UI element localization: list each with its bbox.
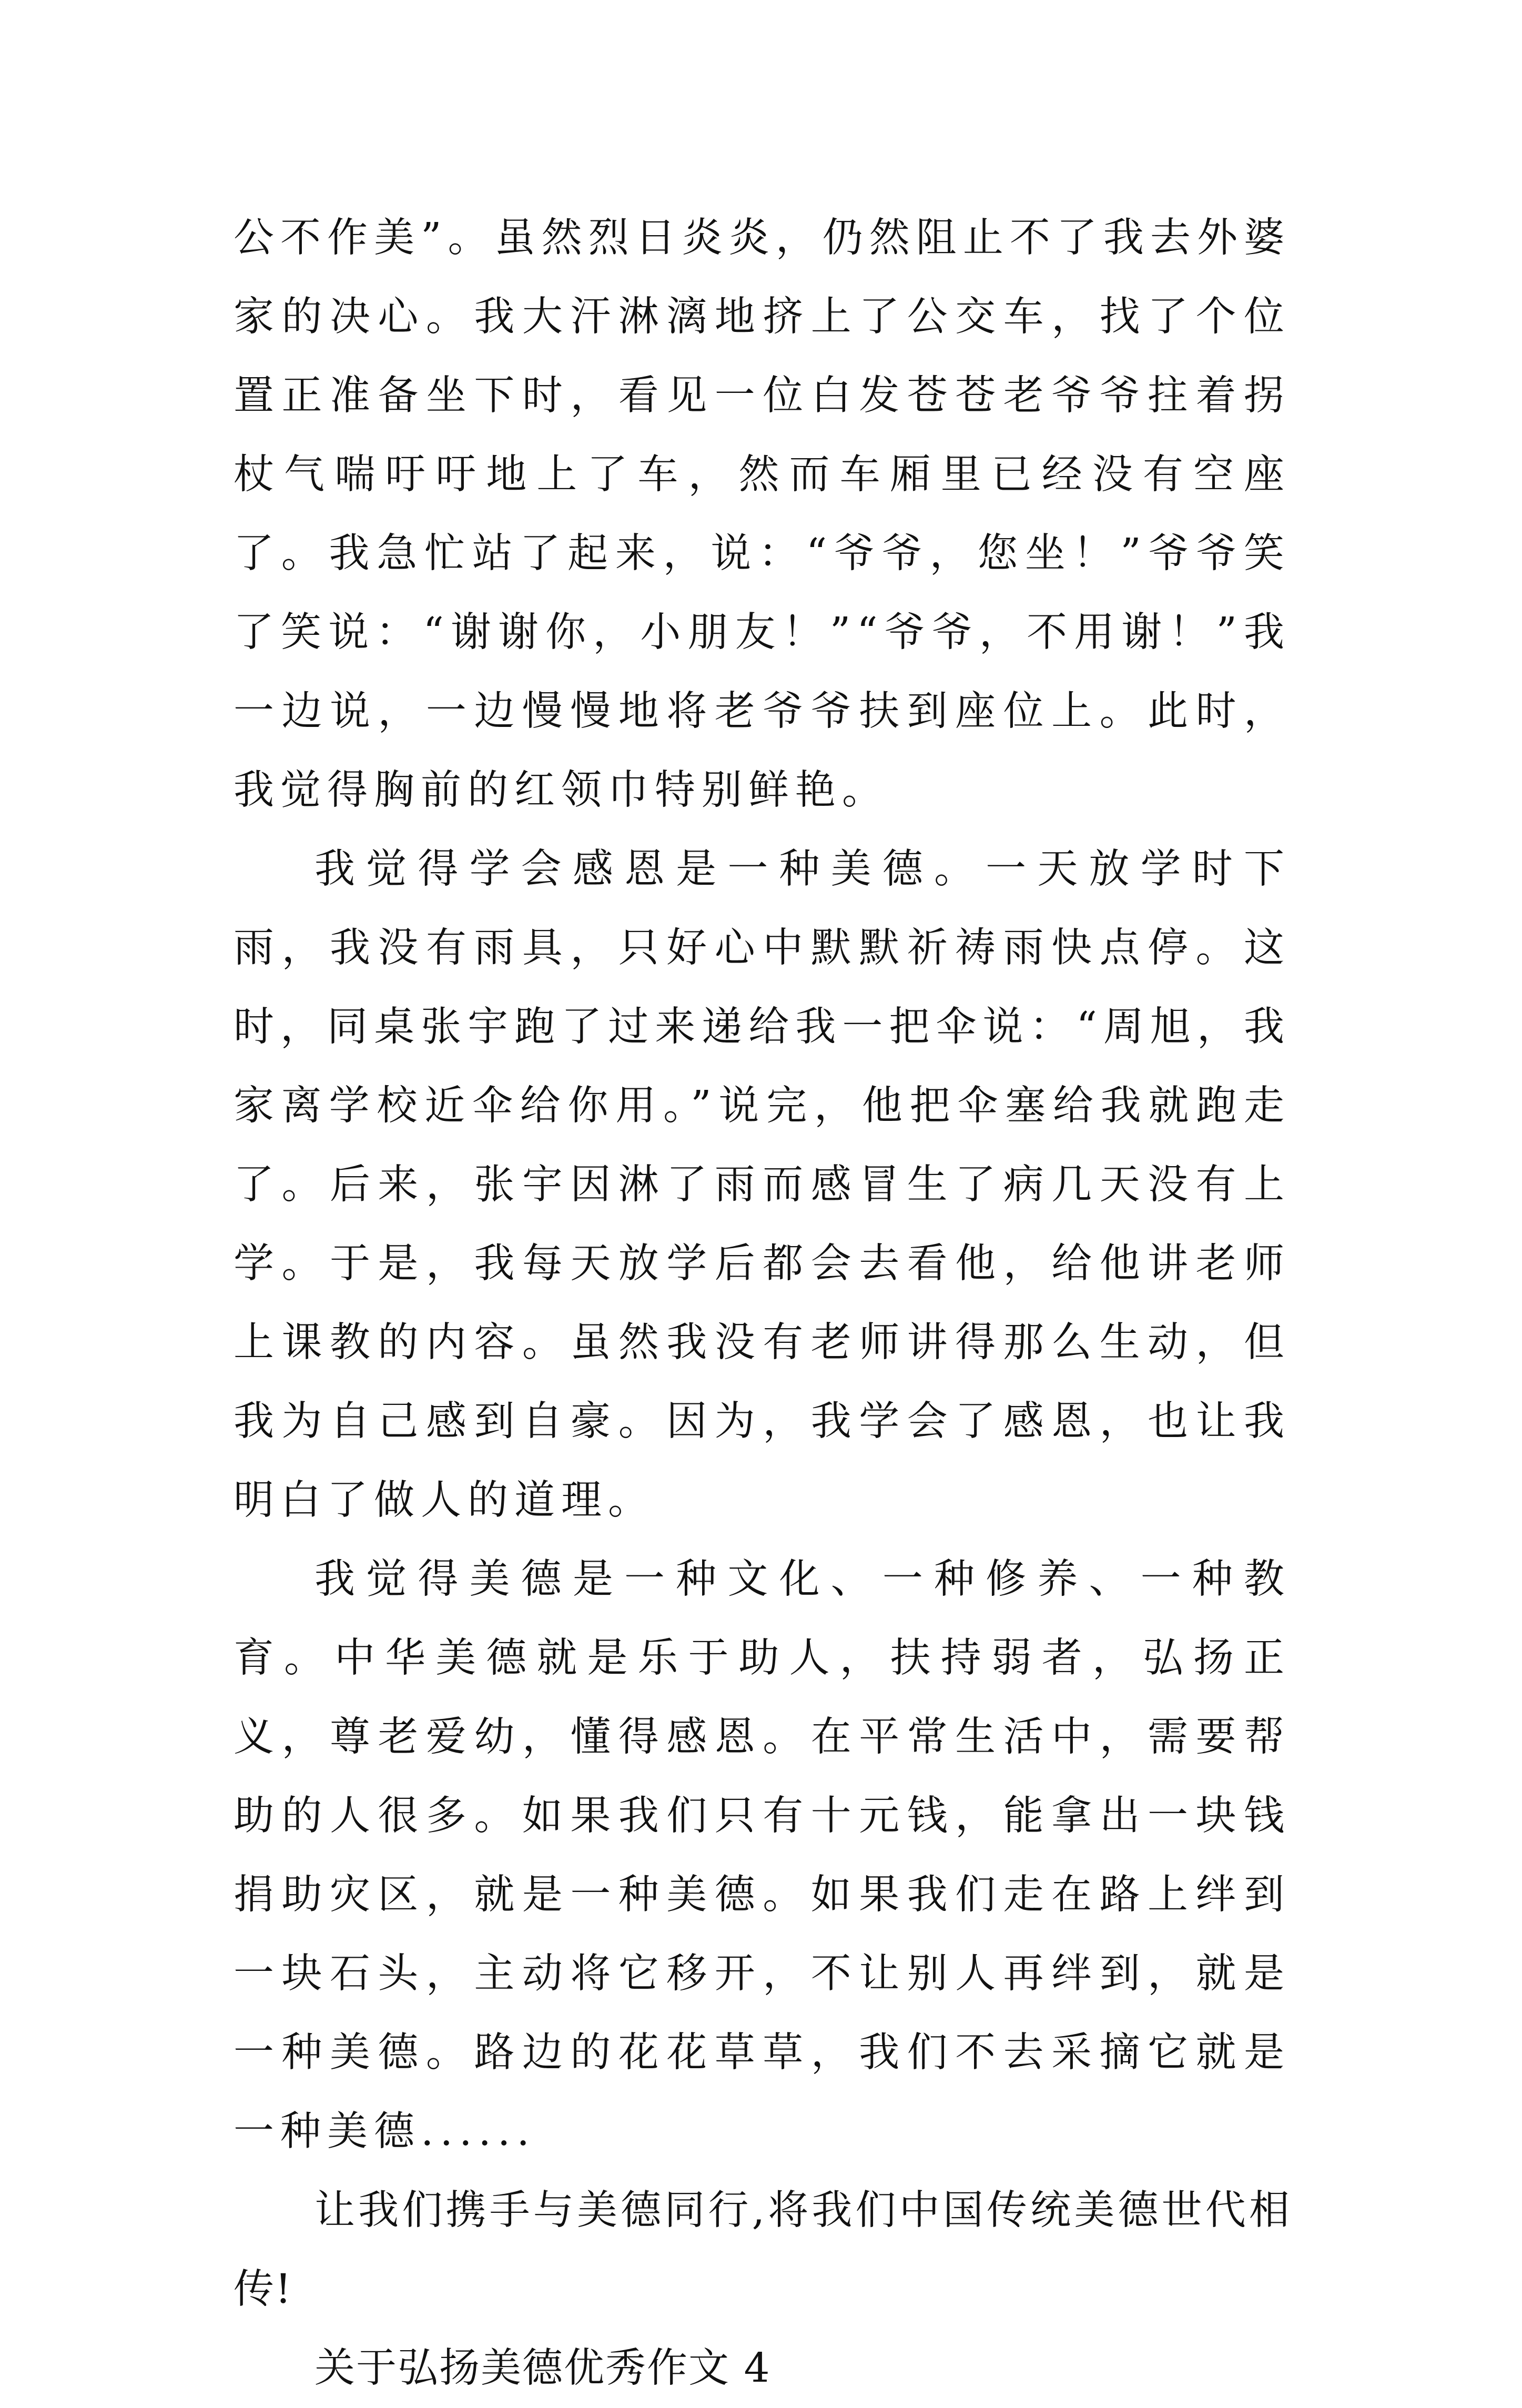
essay-body (234, 199, 1291, 2408)
paragraph-virtue-culture: 我觉得美德是一种文化、一种修养、一种教育。中华美德就是乐于助人，扶持弱者，弘扬正义，尊老爱幼，懂得感恩。在平常生活中，需要帮助的人很多。如果我们只有十元钱，能拿出一块钱捐助灾区，就是一种美德。如果我们走在路上绊到一块石头，主动将它移开，不让别人再绊到，就是一种美德。路边的花花草草，我们不去采摘它就是一种美德...... (234, 1556, 1291, 2155)
paragraph-gratitude: 我觉得学会感恩是一种美德。一天放学时下雨，我没有雨具，只好心中默默祈祷雨快点停。这时，同桌张宇跑了过来递给我一把伞说：“周旭，我家离学校近伞给你用。”说完，他把伞塞给我就跑走了。后来，张宇因淋了雨而感冒生了病几天没有上学。于是，我每天放学后都会去看他，给他讲老师上课教的内容。虽然我没有老师讲得那么生动，但我为自己感到自豪。因为，我学会了感恩，也让我明白了做人的道理。 (234, 846, 1291, 1524)
section-heading: 关于弘扬美德优秀作文 4 (314, 2345, 771, 2392)
paragraph-bus-story: 公不作美”。虽然烈日炎炎，仍然阻止不了我去外婆家的决心。我大汗淋漓地挤上了公交车，找了个位置正准备坐下时，看见一位白发苍苍老爷爷拄着拐杖气喘吁吁地上了车，然而车厢里已经没有空座了。我急忙站了起来，说：“爷爷，您坐！”爷爷笑了笑说：“谢谢你，小朋友！”“爷爷，不用谢！”我一边说，一边慢慢地将老爷爷扶到座位上。此时，我觉得胸前的红领巾特别鲜艳。 (234, 215, 1291, 814)
paragraph-closing: 让我们携手与美德同行,将我们中国传统美德世代相传! (234, 2187, 1291, 2313)
